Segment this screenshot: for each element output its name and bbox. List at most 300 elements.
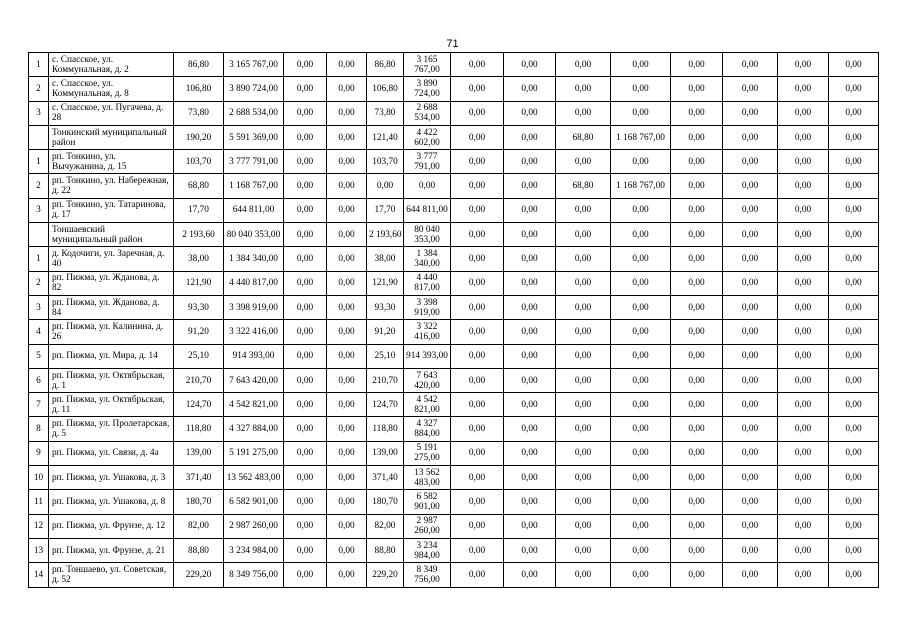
value-cell: 4 327 884,00 — [224, 417, 284, 441]
row-number-cell: 11 — [29, 490, 49, 514]
value-cell: 0,00 — [556, 490, 611, 514]
value-cell: 0,00 — [611, 320, 671, 344]
address-cell: рп. Пижма, ул. Связи, д. 4а — [49, 441, 174, 465]
value-cell: 2 193,60 — [367, 223, 404, 247]
value-cell: 124,70 — [174, 393, 224, 417]
value-cell: 6 582 901,00 — [404, 490, 451, 514]
value-cell: 0,00 — [504, 53, 556, 77]
value-cell: 0,00 — [284, 223, 327, 247]
value-cell: 0,00 — [778, 538, 829, 562]
table-row — [29, 247, 879, 271]
value-cell: 0,00 — [327, 271, 367, 295]
row-number-cell: 13 — [29, 538, 49, 562]
value-cell: 0,00 — [556, 271, 611, 295]
value-cell: 4 422 602,00 — [404, 125, 451, 149]
value-cell: 103,70 — [367, 150, 404, 174]
value-cell: 0,00 — [671, 441, 723, 465]
value-cell: 0,00 — [327, 538, 367, 562]
value-cell: 4 440 817,00 — [404, 271, 451, 295]
value-cell: 3 165 767,00 — [404, 53, 451, 77]
value-cell: 121,40 — [367, 125, 404, 149]
value-cell: 7 643 420,00 — [404, 368, 451, 392]
value-cell: 0,00 — [327, 490, 367, 514]
value-cell: 0,00 — [327, 417, 367, 441]
value-cell: 0,00 — [829, 417, 879, 441]
value-cell: 0,00 — [611, 223, 671, 247]
table-row — [29, 150, 879, 174]
value-cell: 0,00 — [723, 77, 778, 101]
value-cell: 0,00 — [611, 538, 671, 562]
value-cell: 0,00 — [327, 150, 367, 174]
value-cell: 0,00 — [778, 150, 829, 174]
value-cell: 121,90 — [367, 271, 404, 295]
value-cell: 0,00 — [723, 514, 778, 538]
address-cell: рп. Пижма, ул. Октябрьская, д. 11 — [49, 393, 174, 417]
value-cell: 0,00 — [723, 393, 778, 417]
value-cell: 0,00 — [327, 247, 367, 271]
value-cell: 17,70 — [174, 198, 224, 222]
value-cell: 0,00 — [778, 125, 829, 149]
value-cell: 0,00 — [327, 174, 367, 198]
value-cell: 0,00 — [284, 247, 327, 271]
value-cell: 0,00 — [671, 247, 723, 271]
value-cell: 0,00 — [723, 101, 778, 125]
value-cell: 0,00 — [284, 295, 327, 319]
value-cell: 0,00 — [404, 174, 451, 198]
value-cell: 0,00 — [723, 295, 778, 319]
table-row — [29, 538, 879, 562]
value-cell: 0,00 — [829, 150, 879, 174]
value-cell: 0,00 — [723, 125, 778, 149]
value-cell: 0,00 — [556, 223, 611, 247]
value-cell: 86,80 — [174, 53, 224, 77]
value-cell: 0,00 — [451, 344, 504, 368]
value-cell: 0,00 — [778, 198, 829, 222]
value-cell: 0,00 — [611, 198, 671, 222]
value-cell: 80 040 353,00 — [224, 223, 284, 247]
value-cell: 0,00 — [556, 417, 611, 441]
value-cell: 4 542 821,00 — [224, 393, 284, 417]
value-cell: 0,00 — [327, 125, 367, 149]
value-cell: 0,00 — [611, 77, 671, 101]
value-cell: 0,00 — [611, 563, 671, 587]
value-cell: 0,00 — [451, 223, 504, 247]
value-cell: 0,00 — [451, 247, 504, 271]
row-number-cell: 12 — [29, 514, 49, 538]
value-cell: 0,00 — [504, 393, 556, 417]
value-cell: 0,00 — [778, 344, 829, 368]
address-cell: Тонкинский муниципальный район — [49, 125, 174, 149]
value-cell: 0,00 — [778, 441, 829, 465]
value-cell: 2 688 534,00 — [404, 101, 451, 125]
value-cell: 0,00 — [556, 77, 611, 101]
value-cell: 0,00 — [451, 271, 504, 295]
value-cell: 0,00 — [671, 538, 723, 562]
row-number-cell: 3 — [29, 198, 49, 222]
row-number-cell: 1 — [29, 247, 49, 271]
value-cell: 0,00 — [671, 125, 723, 149]
value-cell: 0,00 — [284, 320, 327, 344]
value-cell: 0,00 — [778, 320, 829, 344]
value-cell: 0,00 — [556, 368, 611, 392]
address-cell: рп. Пижма, ул. Жданова, д. 84 — [49, 295, 174, 319]
value-cell: 0,00 — [611, 514, 671, 538]
value-cell: 0,00 — [611, 344, 671, 368]
value-cell: 0,00 — [327, 441, 367, 465]
value-cell: 1 168 767,00 — [224, 174, 284, 198]
table-row — [29, 563, 879, 587]
value-cell: 0,00 — [671, 77, 723, 101]
row-number-cell: 4 — [29, 320, 49, 344]
value-cell: 0,00 — [327, 223, 367, 247]
table-body — [29, 53, 879, 588]
value-cell: 0,00 — [504, 344, 556, 368]
table-row — [29, 77, 879, 101]
value-cell: 0,00 — [556, 150, 611, 174]
value-cell: 0,00 — [284, 125, 327, 149]
value-cell: 0,00 — [504, 368, 556, 392]
value-cell: 86,80 — [367, 53, 404, 77]
table-row — [29, 320, 879, 344]
value-cell: 0,00 — [504, 101, 556, 125]
address-cell: рп. Тонкино, ул. Вычужанина, д. 15 — [49, 150, 174, 174]
value-cell: 914 393,00 — [404, 344, 451, 368]
value-cell: 0,00 — [284, 563, 327, 587]
value-cell: 0,00 — [451, 393, 504, 417]
table-row — [29, 198, 879, 222]
value-cell: 0,00 — [778, 271, 829, 295]
table-row — [29, 490, 879, 514]
value-cell: 0,00 — [829, 295, 879, 319]
table-row — [29, 174, 879, 198]
value-cell: 93,30 — [367, 295, 404, 319]
value-cell: 0,00 — [451, 368, 504, 392]
value-cell: 25,10 — [367, 344, 404, 368]
value-cell: 0,00 — [284, 150, 327, 174]
value-cell: 0,00 — [556, 320, 611, 344]
value-cell: 0,00 — [556, 247, 611, 271]
address-cell: Тоншаевский муниципальный район — [49, 223, 174, 247]
value-cell: 0,00 — [504, 150, 556, 174]
value-cell: 0,00 — [556, 466, 611, 490]
value-cell: 0,00 — [556, 514, 611, 538]
value-cell: 106,80 — [174, 77, 224, 101]
address-cell: рп. Тонкино, ул. Набережная, д. 22 — [49, 174, 174, 198]
table-row — [29, 295, 879, 319]
value-cell: 0,00 — [671, 295, 723, 319]
value-cell: 0,00 — [556, 295, 611, 319]
value-cell: 0,00 — [723, 368, 778, 392]
value-cell: 0,00 — [451, 174, 504, 198]
address-cell: рп. Пижма, ул. Фрунзе, д. 21 — [49, 538, 174, 562]
row-number-cell — [29, 223, 49, 247]
value-cell: 0,00 — [451, 563, 504, 587]
value-cell: 0,00 — [671, 393, 723, 417]
value-cell: 3 890 724,00 — [224, 77, 284, 101]
value-cell: 0,00 — [284, 101, 327, 125]
value-cell: 0,00 — [451, 53, 504, 77]
value-cell: 0,00 — [327, 77, 367, 101]
table-row — [29, 417, 879, 441]
value-cell: 0,00 — [504, 125, 556, 149]
value-cell: 0,00 — [671, 368, 723, 392]
value-cell: 0,00 — [671, 223, 723, 247]
row-number-cell: 2 — [29, 77, 49, 101]
value-cell: 0,00 — [327, 393, 367, 417]
row-number-cell: 2 — [29, 174, 49, 198]
value-cell: 82,00 — [174, 514, 224, 538]
value-cell: 0,00 — [723, 490, 778, 514]
value-cell: 0,00 — [451, 101, 504, 125]
value-cell: 229,20 — [367, 563, 404, 587]
value-cell: 0,00 — [671, 101, 723, 125]
table-row — [29, 368, 879, 392]
address-cell: рп. Пижма, ул. Ушакова, д. 3 — [49, 466, 174, 490]
value-cell: 644 811,00 — [224, 198, 284, 222]
value-cell: 93,30 — [174, 295, 224, 319]
value-cell: 0,00 — [671, 344, 723, 368]
value-cell: 0,00 — [778, 53, 829, 77]
value-cell: 0,00 — [504, 223, 556, 247]
value-cell: 0,00 — [778, 101, 829, 125]
table-row — [29, 271, 879, 295]
value-cell: 0,00 — [284, 344, 327, 368]
value-cell: 0,00 — [284, 490, 327, 514]
value-cell: 0,00 — [504, 198, 556, 222]
value-cell: 0,00 — [451, 150, 504, 174]
value-cell: 0,00 — [671, 490, 723, 514]
value-cell: 5 191 275,00 — [224, 441, 284, 465]
value-cell: 0,00 — [829, 368, 879, 392]
address-cell: рп. Пижма, ул. Пролетарская, д. 5 — [49, 417, 174, 441]
value-cell: 0,00 — [451, 77, 504, 101]
data-table — [28, 52, 879, 588]
table-row — [29, 53, 879, 77]
value-cell: 180,70 — [174, 490, 224, 514]
table-row — [29, 514, 879, 538]
value-cell: 4 440 817,00 — [224, 271, 284, 295]
value-cell: 88,80 — [174, 538, 224, 562]
value-cell: 0,00 — [611, 368, 671, 392]
row-number-cell: 6 — [29, 368, 49, 392]
value-cell: 1 168 767,00 — [611, 174, 671, 198]
value-cell: 180,70 — [367, 490, 404, 514]
value-cell: 118,80 — [174, 417, 224, 441]
value-cell: 139,00 — [174, 441, 224, 465]
table-row — [29, 441, 879, 465]
value-cell: 0,00 — [284, 417, 327, 441]
value-cell: 0,00 — [451, 417, 504, 441]
value-cell: 0,00 — [671, 271, 723, 295]
value-cell: 0,00 — [556, 101, 611, 125]
value-cell: 0,00 — [451, 320, 504, 344]
value-cell: 0,00 — [671, 53, 723, 77]
value-cell: 0,00 — [284, 174, 327, 198]
value-cell: 2 987 260,00 — [404, 514, 451, 538]
value-cell: 0,00 — [671, 150, 723, 174]
address-cell: рп. Пижма, ул. Октябрьская, д. 1 — [49, 368, 174, 392]
value-cell: 0,00 — [327, 563, 367, 587]
value-cell: 0,00 — [778, 295, 829, 319]
value-cell: 0,00 — [829, 514, 879, 538]
value-cell: 13 562 483,00 — [224, 466, 284, 490]
value-cell: 914 393,00 — [224, 344, 284, 368]
value-cell: 0,00 — [778, 490, 829, 514]
value-cell: 0,00 — [611, 417, 671, 441]
value-cell: 38,00 — [174, 247, 224, 271]
value-cell: 0,00 — [611, 101, 671, 125]
value-cell: 3 165 767,00 — [224, 53, 284, 77]
value-cell: 371,40 — [367, 466, 404, 490]
value-cell: 0,00 — [504, 271, 556, 295]
value-cell: 118,80 — [367, 417, 404, 441]
value-cell: 0,00 — [504, 490, 556, 514]
value-cell: 73,80 — [174, 101, 224, 125]
value-cell: 0,00 — [829, 174, 879, 198]
value-cell: 0,00 — [451, 441, 504, 465]
value-cell: 0,00 — [556, 538, 611, 562]
value-cell: 0,00 — [723, 538, 778, 562]
address-cell: рп. Пижма, ул. Ушакова, д. 8 — [49, 490, 174, 514]
value-cell: 0,00 — [504, 174, 556, 198]
value-cell: 644 811,00 — [404, 198, 451, 222]
value-cell: 2 987 260,00 — [224, 514, 284, 538]
value-cell: 0,00 — [829, 466, 879, 490]
row-number-cell: 1 — [29, 150, 49, 174]
value-cell: 0,00 — [829, 490, 879, 514]
value-cell: 0,00 — [451, 466, 504, 490]
value-cell: 0,00 — [556, 198, 611, 222]
value-cell: 0,00 — [778, 77, 829, 101]
value-cell: 0,00 — [504, 441, 556, 465]
table-row — [29, 101, 879, 125]
value-cell: 68,80 — [556, 125, 611, 149]
value-cell: 0,00 — [504, 466, 556, 490]
value-cell: 0,00 — [367, 174, 404, 198]
value-cell: 0,00 — [327, 344, 367, 368]
value-cell: 68,80 — [556, 174, 611, 198]
value-cell: 0,00 — [829, 223, 879, 247]
value-cell: 25,10 — [174, 344, 224, 368]
value-cell: 0,00 — [671, 198, 723, 222]
value-cell: 210,70 — [174, 368, 224, 392]
value-cell: 8 349 756,00 — [224, 563, 284, 587]
value-cell: 139,00 — [367, 441, 404, 465]
value-cell: 0,00 — [723, 320, 778, 344]
value-cell: 0,00 — [778, 514, 829, 538]
value-cell: 3 398 919,00 — [224, 295, 284, 319]
row-number-cell: 2 — [29, 271, 49, 295]
value-cell: 0,00 — [611, 441, 671, 465]
value-cell: 7 643 420,00 — [224, 368, 284, 392]
value-cell: 3 234 984,00 — [404, 538, 451, 562]
value-cell: 0,00 — [671, 174, 723, 198]
value-cell: 0,00 — [556, 441, 611, 465]
value-cell: 0,00 — [829, 247, 879, 271]
value-cell: 0,00 — [556, 393, 611, 417]
value-cell: 0,00 — [723, 174, 778, 198]
address-cell: рп. Тоншаево, ул. Советская, д. 52 — [49, 563, 174, 587]
value-cell: 0,00 — [723, 271, 778, 295]
value-cell: 0,00 — [284, 271, 327, 295]
value-cell: 0,00 — [611, 150, 671, 174]
value-cell: 3 234 984,00 — [224, 538, 284, 562]
value-cell: 0,00 — [829, 125, 879, 149]
value-cell: 13 562 483,00 — [404, 466, 451, 490]
value-cell: 88,80 — [367, 538, 404, 562]
value-cell: 0,00 — [611, 247, 671, 271]
value-cell: 0,00 — [829, 320, 879, 344]
value-cell: 82,00 — [367, 514, 404, 538]
value-cell: 0,00 — [327, 466, 367, 490]
value-cell: 0,00 — [723, 466, 778, 490]
value-cell: 0,00 — [284, 198, 327, 222]
value-cell: 0,00 — [611, 295, 671, 319]
value-cell: 1 384 340,00 — [224, 247, 284, 271]
table-row — [29, 125, 879, 149]
value-cell: 0,00 — [504, 563, 556, 587]
value-cell: 103,70 — [174, 150, 224, 174]
address-cell: рп. Пижма, ул. Фрунзе, д. 12 — [49, 514, 174, 538]
value-cell: 0,00 — [778, 247, 829, 271]
value-cell: 0,00 — [829, 441, 879, 465]
value-cell: 0,00 — [556, 563, 611, 587]
row-number-cell: 14 — [29, 563, 49, 587]
address-cell: рп. Пижма, ул. Калинина, д. 26 — [49, 320, 174, 344]
value-cell: 0,00 — [284, 53, 327, 77]
value-cell: 0,00 — [778, 368, 829, 392]
value-cell: 0,00 — [829, 53, 879, 77]
value-cell: 190,20 — [174, 125, 224, 149]
value-cell: 0,00 — [504, 320, 556, 344]
value-cell: 0,00 — [778, 563, 829, 587]
value-cell: 0,00 — [504, 538, 556, 562]
value-cell: 6 582 901,00 — [224, 490, 284, 514]
value-cell: 0,00 — [284, 368, 327, 392]
address-cell: рп. Пижма, ул. Жданова, д. 82 — [49, 271, 174, 295]
value-cell: 0,00 — [556, 53, 611, 77]
value-cell: 0,00 — [671, 466, 723, 490]
row-number-cell: 10 — [29, 466, 49, 490]
value-cell: 0,00 — [284, 441, 327, 465]
row-number-cell: 1 — [29, 53, 49, 77]
value-cell: 0,00 — [829, 538, 879, 562]
value-cell: 0,00 — [504, 247, 556, 271]
value-cell: 0,00 — [504, 514, 556, 538]
address-cell: рп. Пижма, ул. Мира, д. 14 — [49, 344, 174, 368]
value-cell: 0,00 — [451, 125, 504, 149]
value-cell: 1 168 767,00 — [611, 125, 671, 149]
value-cell: 3 890 724,00 — [404, 77, 451, 101]
value-cell: 0,00 — [671, 514, 723, 538]
value-cell: 1 384 340,00 — [404, 247, 451, 271]
value-cell: 0,00 — [611, 53, 671, 77]
value-cell: 0,00 — [723, 53, 778, 77]
value-cell: 0,00 — [671, 563, 723, 587]
value-cell: 0,00 — [723, 150, 778, 174]
value-cell: 0,00 — [611, 466, 671, 490]
value-cell: 0,00 — [778, 174, 829, 198]
value-cell: 38,00 — [367, 247, 404, 271]
value-cell: 0,00 — [327, 53, 367, 77]
value-cell: 17,70 — [367, 198, 404, 222]
address-cell: с. Спасское, ул. Коммунальная, д. 8 — [49, 77, 174, 101]
value-cell: 4 327 884,00 — [404, 417, 451, 441]
value-cell: 229,20 — [174, 563, 224, 587]
value-cell: 124,70 — [367, 393, 404, 417]
value-cell: 2 688 534,00 — [224, 101, 284, 125]
value-cell: 0,00 — [778, 417, 829, 441]
